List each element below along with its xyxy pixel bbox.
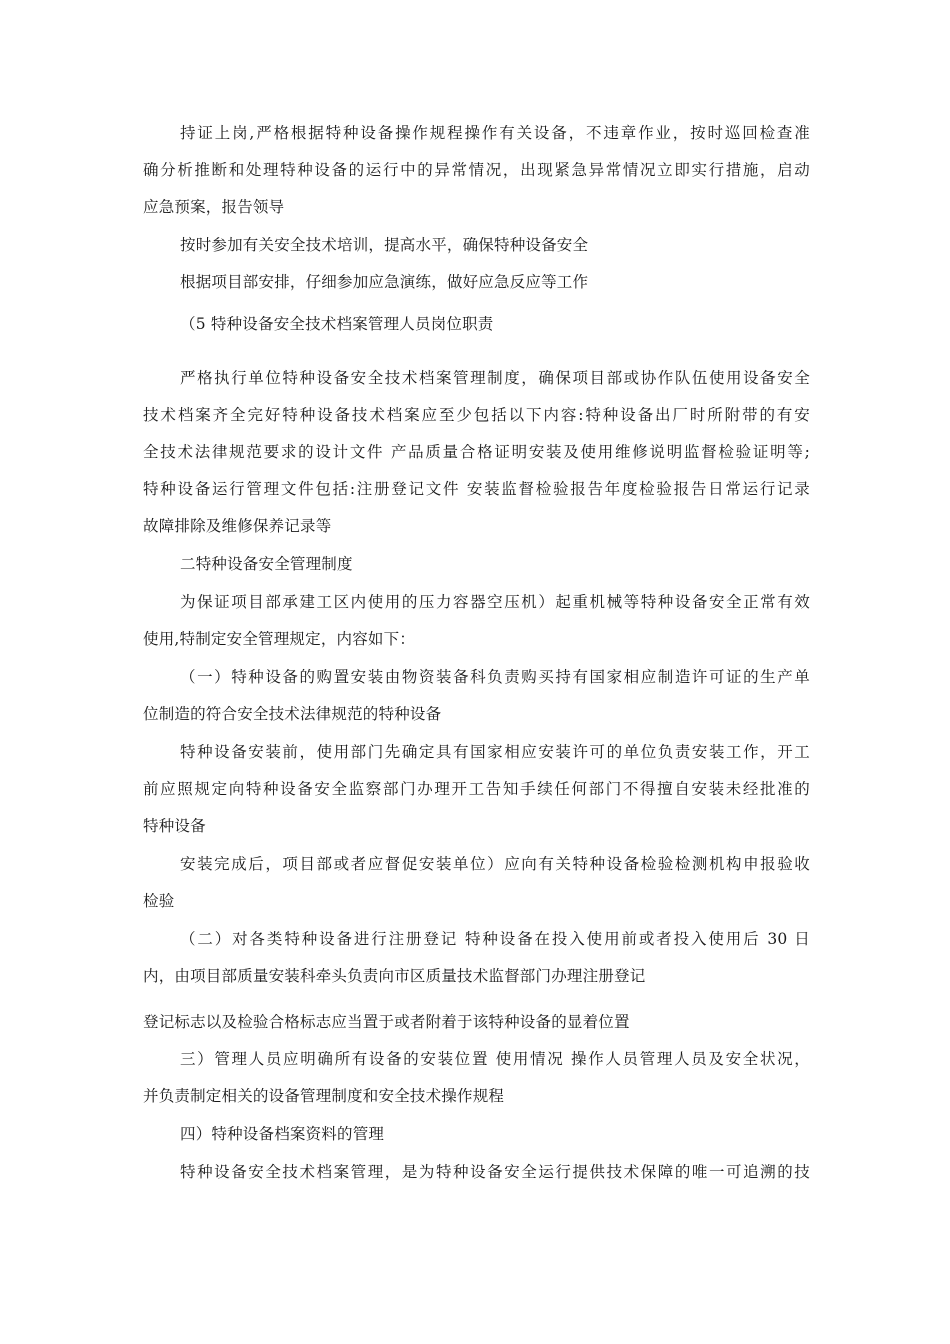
text-line: 特种设备安装前，使用部门先确定具有国家相应安装许可的单位负责安装工作，开工 <box>180 743 810 761</box>
text-line: 三）管理人员应明确所有设备的安装位置 使用情况 操作人员管理人员及安全状况， <box>180 1050 810 1068</box>
text-line: 故障排除及维修保养记录等 <box>143 517 332 535</box>
text-line: 登记标志以及检验合格标志应当置于或者附着于该特种设备的显着位置 <box>143 1013 630 1031</box>
text-line: 特种设备 <box>143 817 206 835</box>
text-line: 位制造的符合安全技术法律规范的特种设备 <box>143 705 442 723</box>
text-line: 安装完成后，项目部或者应督促安装单位）应向有关特种设备检验检测机构申报验收 <box>180 855 810 873</box>
section-heading: （5 特种设备安全技术档案管理人员岗位职责 <box>180 315 494 333</box>
text-line: 并负责制定相关的设备管理制度和安全技术操作规程 <box>143 1087 505 1105</box>
text-line: 为保证项目部承建工区内使用的压力容器空压机）起重机械等特种设备安全正常有效 <box>180 593 810 611</box>
text-line: 应急预案，报告领导 <box>143 198 285 216</box>
text-line: 确分析推断和处理特种设备的运行中的异常情况，出现紧急异常情况立即实行措施，启动 <box>143 161 810 179</box>
text-line: 严格执行单位特种设备安全技术档案管理制度，确保项目部或协作队伍使用设备安全 <box>180 369 810 387</box>
text-line: 检验 <box>143 892 175 910</box>
text-line: 前应照规定向特种设备安全监察部门办理开工告知手续任何部门不得擅自安装未经批准的 <box>143 780 810 798</box>
section-heading: 二特种设备安全管理制度 <box>180 555 353 573</box>
text-line: 使用,特制定安全管理规定，内容如下： <box>143 630 416 648</box>
text-line: 特种设备安全技术档案管理，是为特种设备安全运行提供技术保障的唯一可追溯的技 <box>180 1163 810 1181</box>
text-line: 特种设备运行管理文件包括:注册登记文件 安装监督检验报告年度检验报告日常运行记录 <box>143 480 810 498</box>
text-line: 内，由项目部质量安装科牵头负责向市区质量技术监督部门办理注册登记 <box>143 967 646 985</box>
text-line: 根据项目部安排，仔细参加应急演练，做好应急反应等工作 <box>180 273 589 291</box>
section-heading: 四）特种设备档案资料的管理 <box>180 1125 385 1143</box>
text-line: （二）对各类特种设备进行注册登记 特种设备在投入使用前或者投入使用后 30 日 <box>180 930 810 948</box>
text-line: （一）特种设备的购置安装由物资装备科负责购买持有国家相应制造许可证的生产单 <box>180 668 810 686</box>
text-line: 持证上岗,严格根据特种设备操作规程操作有关设备，不违章作业，按时巡回检查准 <box>180 124 810 142</box>
text-line: 技术档案齐全完好特种设备技术档案应至少包括以下内容:特种设备出厂时所附带的有安 <box>143 406 810 424</box>
text-line: 按时参加有关安全技术培训，提高水平，确保特种设备安全 <box>180 236 589 254</box>
text-line: 全技术法律规范要求的设计文件 产品质量合格证明安装及使用维修说明监督检验证明等; <box>143 443 810 461</box>
